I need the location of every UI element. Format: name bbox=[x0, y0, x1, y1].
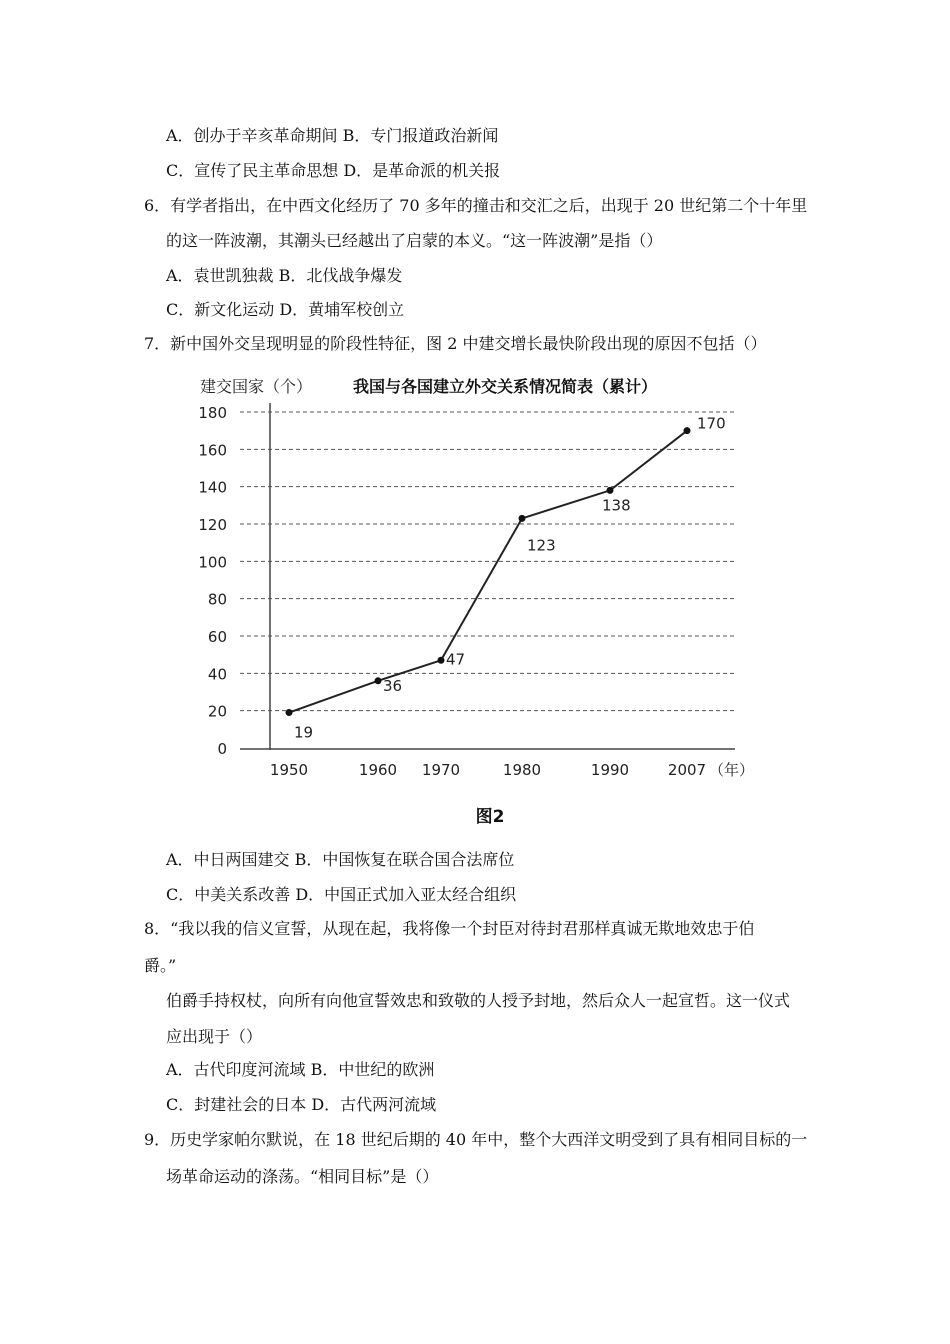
x-tick-label-1960: 1960 bbox=[358, 761, 398, 779]
data-point-1960 bbox=[375, 677, 382, 684]
q8-option-c-d: C．封建社会的日本 D．古代两河流域 bbox=[166, 1095, 437, 1114]
chart-series bbox=[286, 415, 726, 742]
x-tick-label-1980: 1980 bbox=[502, 761, 542, 779]
q6-stem-line2: 的这一阵波潮，其潮头已经越出了启蒙的本义。“这一阵波潮”是指（） bbox=[166, 231, 663, 250]
q8-stem-line2: 爵。” bbox=[144, 956, 177, 975]
y-tick-label-40: 40 bbox=[207, 665, 227, 684]
chart-x-ticks bbox=[270, 761, 754, 779]
chart-y-ticks bbox=[198, 404, 227, 758]
q9-stem-line2: 场革命运动的涤荡。“相同目标”是（） bbox=[166, 1167, 439, 1186]
q8-stem-line1: 8．“我以我的信义宣誓，从现在起，我将像一个封臣对待封君那样真诚无欺地效忠于伯 bbox=[144, 919, 755, 938]
y-tick-label-160: 160 bbox=[198, 441, 227, 460]
q6-option-a-b: A．袁世凯独裁 B．北伐战争爆发 bbox=[166, 266, 403, 285]
q5-option-c-d: C．宣传了民主革命思想 D．是革命派的机关报 bbox=[166, 161, 501, 180]
q6-option-c-d: C．新文化运动 D．黄埔军校创立 bbox=[166, 300, 405, 319]
y-tick-label-180: 180 bbox=[198, 404, 227, 422]
x-tick-label-1990: 1990 bbox=[590, 761, 630, 779]
y-tick-label-60: 60 bbox=[207, 628, 227, 646]
data-label-1950: 19 bbox=[294, 723, 314, 742]
chart-grid bbox=[240, 412, 735, 711]
chart-svg bbox=[195, 365, 755, 795]
data-point-1950 bbox=[286, 709, 293, 716]
data-label-2007: 170 bbox=[697, 414, 726, 433]
x-tick-label-1950: 1950 bbox=[269, 761, 309, 779]
chart-title: 我国与各国建立外交关系情况简表（累计） bbox=[353, 377, 658, 396]
data-point-1970 bbox=[438, 657, 445, 664]
series-line bbox=[289, 431, 687, 713]
data-point-1990 bbox=[607, 487, 614, 494]
q8-option-a-b: A．古代印度河流域 B．中世纪的欧洲 bbox=[166, 1060, 435, 1079]
q7-stem-line1: 7．新中国外交呈现明显的阶段性特征，图 2 中建交增长最快阶段出现的原因不包括（） bbox=[144, 334, 767, 353]
q8-stem-line4: 应出现于（） bbox=[166, 1027, 263, 1046]
data-point-1980 bbox=[519, 515, 526, 522]
x-tick-label-1970: 1970 bbox=[421, 761, 461, 779]
y-tick-label-140: 140 bbox=[198, 478, 227, 497]
data-label-1980: 123 bbox=[527, 536, 556, 555]
data-label-1960: 36 bbox=[383, 676, 403, 695]
q6-stem-line1: 6．有学者指出，在中西文化经历了 70 多年的撞击和交汇之后，出现于 20 世纪第二个十年里 bbox=[144, 196, 808, 215]
chart-y-axis-label: 建交国家（个） bbox=[200, 377, 313, 396]
data-point-2007 bbox=[684, 427, 691, 434]
y-tick-label-0: 0 bbox=[217, 740, 227, 758]
data-label-1970: 47 bbox=[446, 650, 466, 669]
x-tick-label-2007: 2007 bbox=[667, 761, 707, 779]
q8-stem-line3: 伯爵手持权杖，向所有向他宣誓效忠和致敬的人授予封地，然后众人一起宣哲。这一仪式 bbox=[166, 991, 791, 1010]
q7-option-c-d: C．中美关系改善 D．中国正式加入亚太经合组织 bbox=[166, 885, 517, 904]
q5-option-a-b: A．创办于辛亥革命期间 B．专门报道政治新闻 bbox=[166, 126, 499, 145]
x-axis-unit: （年） bbox=[709, 761, 755, 779]
y-tick-label-80: 80 bbox=[207, 590, 227, 609]
q9-stem-line1: 9．历史学家帕尔默说，在 18 世纪后期的 40 年中，整个大西洋文明受到了具有相同目标的一 bbox=[144, 1130, 808, 1149]
diplomatic-relations-chart bbox=[195, 365, 755, 795]
figure-label: 图2 bbox=[475, 807, 505, 827]
data-label-1990: 138 bbox=[602, 496, 631, 515]
y-tick-label-20: 20 bbox=[207, 702, 227, 721]
y-tick-label-100: 100 bbox=[198, 553, 227, 572]
q7-option-a-b: A．中日两国建交 B．中国恢复在联合国合法席位 bbox=[166, 850, 515, 869]
y-tick-label-120: 120 bbox=[198, 516, 227, 534]
